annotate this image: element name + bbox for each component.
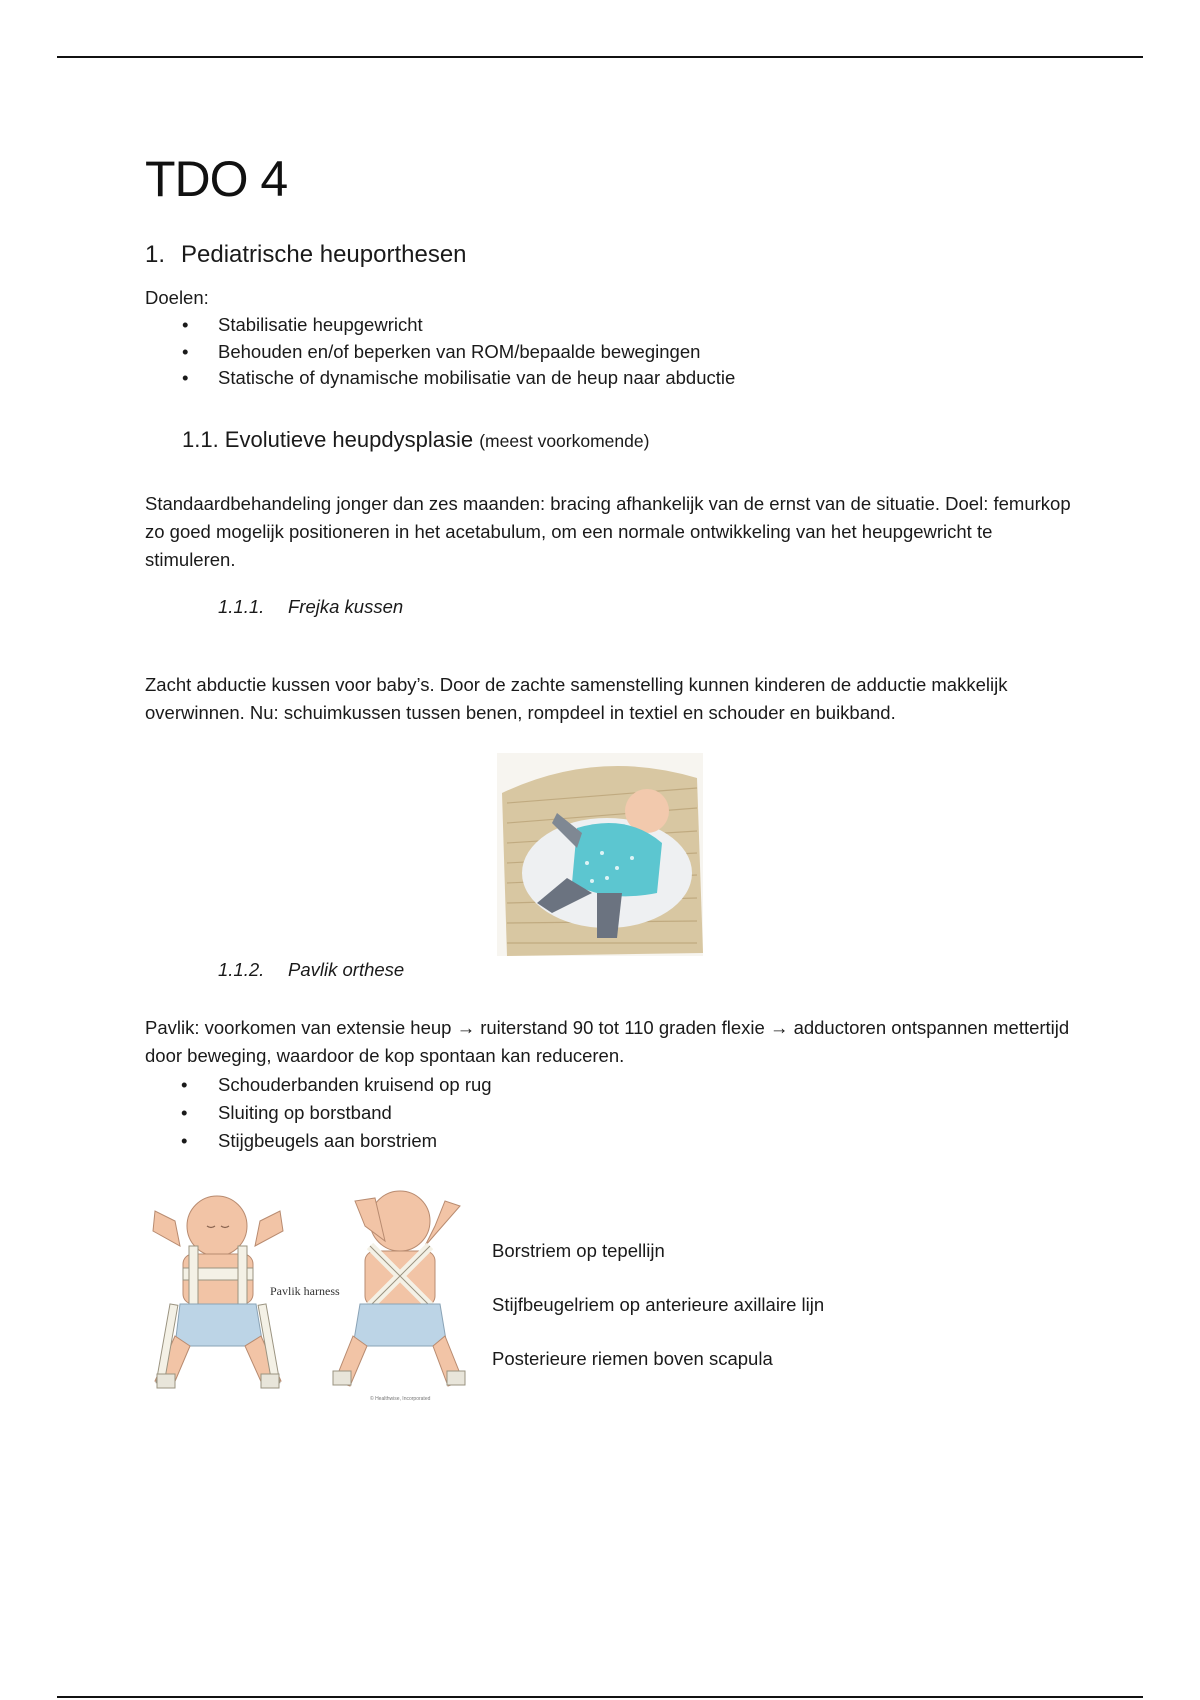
goals-label: Doelen: (145, 287, 209, 308)
list-item: • Statische of dynamische mobilisatie van de heup naar abductie (180, 365, 735, 392)
pavlik-harness-illustration (145, 1186, 480, 1406)
pavlik-fitting-notes (492, 1237, 824, 1399)
section-1-title: Pediatrische heuporthesen (181, 241, 467, 268)
section-1-1-paragraph: Standaardbehandeling jonger dan zes maanden: bracing afhankelijk van de ernst van de situatie. Doel: femurkop zo goed mogelijk positioneren in het acetabulum, om een normale ontwikkeling van het heupgewricht te stimuleren. (145, 493, 1071, 570)
section-1-1-1-number: 1.1.1. (218, 596, 265, 617)
bullet-icon: • (182, 340, 189, 362)
section-1-1-2-paragraph: Pavlik: voorkomen van extensie heup → ruiterstand 90 tot 110 graden flexie → adductoren ontspannen mettertijd door beweging, waardoor de kop spontaan kan reduceren. (145, 1017, 1070, 1066)
frejka-pillow-photo (497, 753, 703, 956)
section-1-heading (145, 241, 467, 269)
note-item: Borstriem op tepellijn (492, 1240, 665, 1261)
back-view-baby (333, 1191, 465, 1386)
goals-list (180, 312, 735, 392)
note-item: Stijfbeugelriem op anterieure axillaire lijn (492, 1294, 825, 1315)
section-1-1-2-number: 1.1.2. (218, 959, 265, 980)
arrow-right-icon: → (456, 1017, 476, 1038)
figure-credit: © Healthwise, Incorporated (370, 1396, 431, 1402)
section-1-1-1-paragraph: Zacht abductie kussen voor baby’s. Door de zachte samenstelling kunnen kinderen de adductie makkelijk overwinnen. Nu: schuimkussen tussen benen, rompdeel in textiel en schouder en buikband. (145, 674, 1008, 723)
front-view-baby (153, 1196, 283, 1388)
list-item: • Stabilisatie heupgewricht (180, 312, 735, 339)
section-1-1-heading (182, 427, 649, 453)
bullet-icon: • (181, 1074, 188, 1095)
top-rule (57, 56, 1143, 58)
bullet-icon: • (181, 1130, 188, 1151)
section-1-1-subtitle: (meest voorkomende) (479, 431, 650, 451)
section-1-1-title: 1.1. Evolutieve heupdysplasie (182, 427, 474, 452)
section-1-1-2-title: Pavlik orthese (288, 959, 405, 980)
section-1-number: 1. (145, 241, 166, 268)
bottom-rule (57, 1696, 1143, 1698)
section-1-1-1-title: Frejka kussen (288, 596, 404, 617)
list-item: • Behouden en/of beperken van ROM/bepaalde bewegingen (180, 339, 735, 366)
figure-label: Pavlik harness (270, 1284, 340, 1298)
arrow-right-icon: → (769, 1017, 789, 1038)
note-item: Posterieure riemen boven scapula (492, 1348, 773, 1369)
bullet-icon: • (182, 314, 189, 335)
bullet-icon: • (182, 367, 189, 388)
list-item: • Stijgbeugels aan borstriem (180, 1127, 492, 1155)
section-1-1-2-heading (218, 959, 404, 981)
list-item: • Sluiting op borstband (180, 1099, 492, 1127)
page-title: TDO 4 (145, 151, 288, 207)
bullet-icon: • (181, 1102, 188, 1123)
section-1-1-1-heading (218, 596, 403, 618)
pavlik-features-list (180, 1071, 492, 1155)
list-item: • Schouderbanden kruisend op rug (180, 1071, 492, 1099)
